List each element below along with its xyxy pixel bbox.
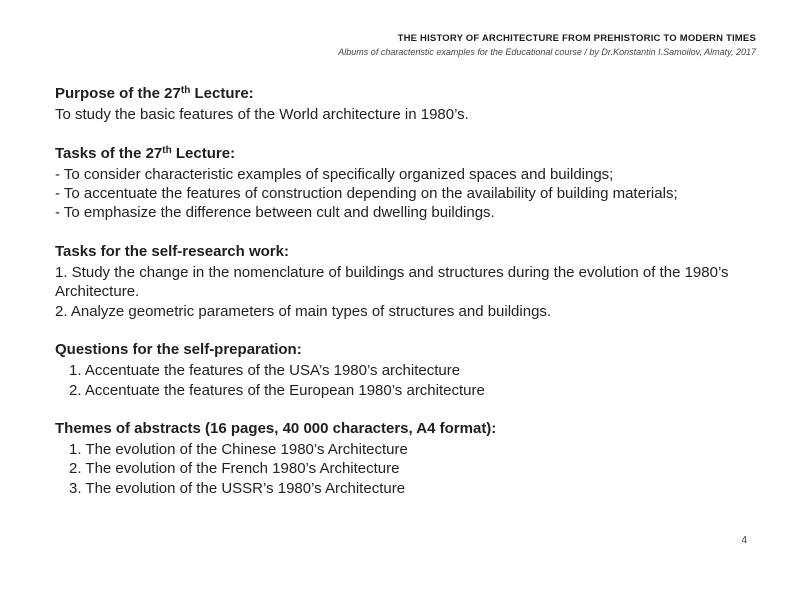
page-number: 4 [741,535,747,546]
slide-header [338,33,756,58]
body-line: To study the basic features of the World architecture in 1980’s. [55,106,469,124]
section-abstract-themes [55,419,755,498]
section-purpose [55,84,755,125]
heading-text: Purpose of the 27 [55,85,181,102]
heading-text: Themes of abstracts (16 pages, 40 000 characters, A4 format): [55,419,497,437]
heading-text: Questions for the self-preparation: [55,340,302,358]
heading-text-after: Lecture: [190,85,254,102]
heading-text: Tasks for the self-research work: [55,242,289,260]
body-line: 2. The evolution of the French 1980’s Architecture [69,460,400,478]
body-line: - To accentuate the features of construction depending on the availability of building materials; [55,185,678,203]
heading-text-after: Lecture: [171,144,236,162]
body-line: 2. Analyze geometric parameters of main types of structures and buildings. [55,302,552,320]
section-self-research [55,242,755,321]
heading-superscript: th [162,144,172,156]
body-line: 1. The evolution of the Chinese 1980’s Architecture [69,441,408,459]
section-purpose-heading [55,84,755,105]
body-line: 3. The evolution of the USSR’s 1980’s Architecture [69,479,406,497]
body-line: 2. Accentuate the features of the European 1980’s architecture [69,381,485,399]
section-self-research-heading [55,242,755,263]
course-subtitle: Albums of characteristic examples for the Educational course / by Dr.Konstantin I.Samoilov, Almaty, 2017 [338,46,756,57]
section-self-preparation-heading [55,340,755,361]
body-line: 1. Study the change in the nomenclature of buildings and structures during the evolution of the 1980’s [55,264,729,282]
slide-content [55,84,755,498]
heading-text: Tasks of the 27 [55,144,163,162]
course-title: THE HISTORY OF ARCHITECTURE FROM PREHISTORIC TO MODERN TIMES [397,33,756,44]
body-line-wrap: Architecture. [55,283,140,301]
body-line: - To consider characteristic examples of specifically organized spaces and buildings; [55,165,614,183]
section-tasks-lecture-heading [55,144,755,165]
heading-superscript: th [180,85,191,96]
section-tasks-lecture [55,144,755,223]
section-abstract-themes-heading [55,419,755,440]
body-line: - To emphasize the difference between cult and dwelling buildings. [55,204,495,222]
section-self-preparation [55,340,755,400]
body-line: 1. Accentuate the features of the USA’s 1980’s architecture [69,362,461,380]
